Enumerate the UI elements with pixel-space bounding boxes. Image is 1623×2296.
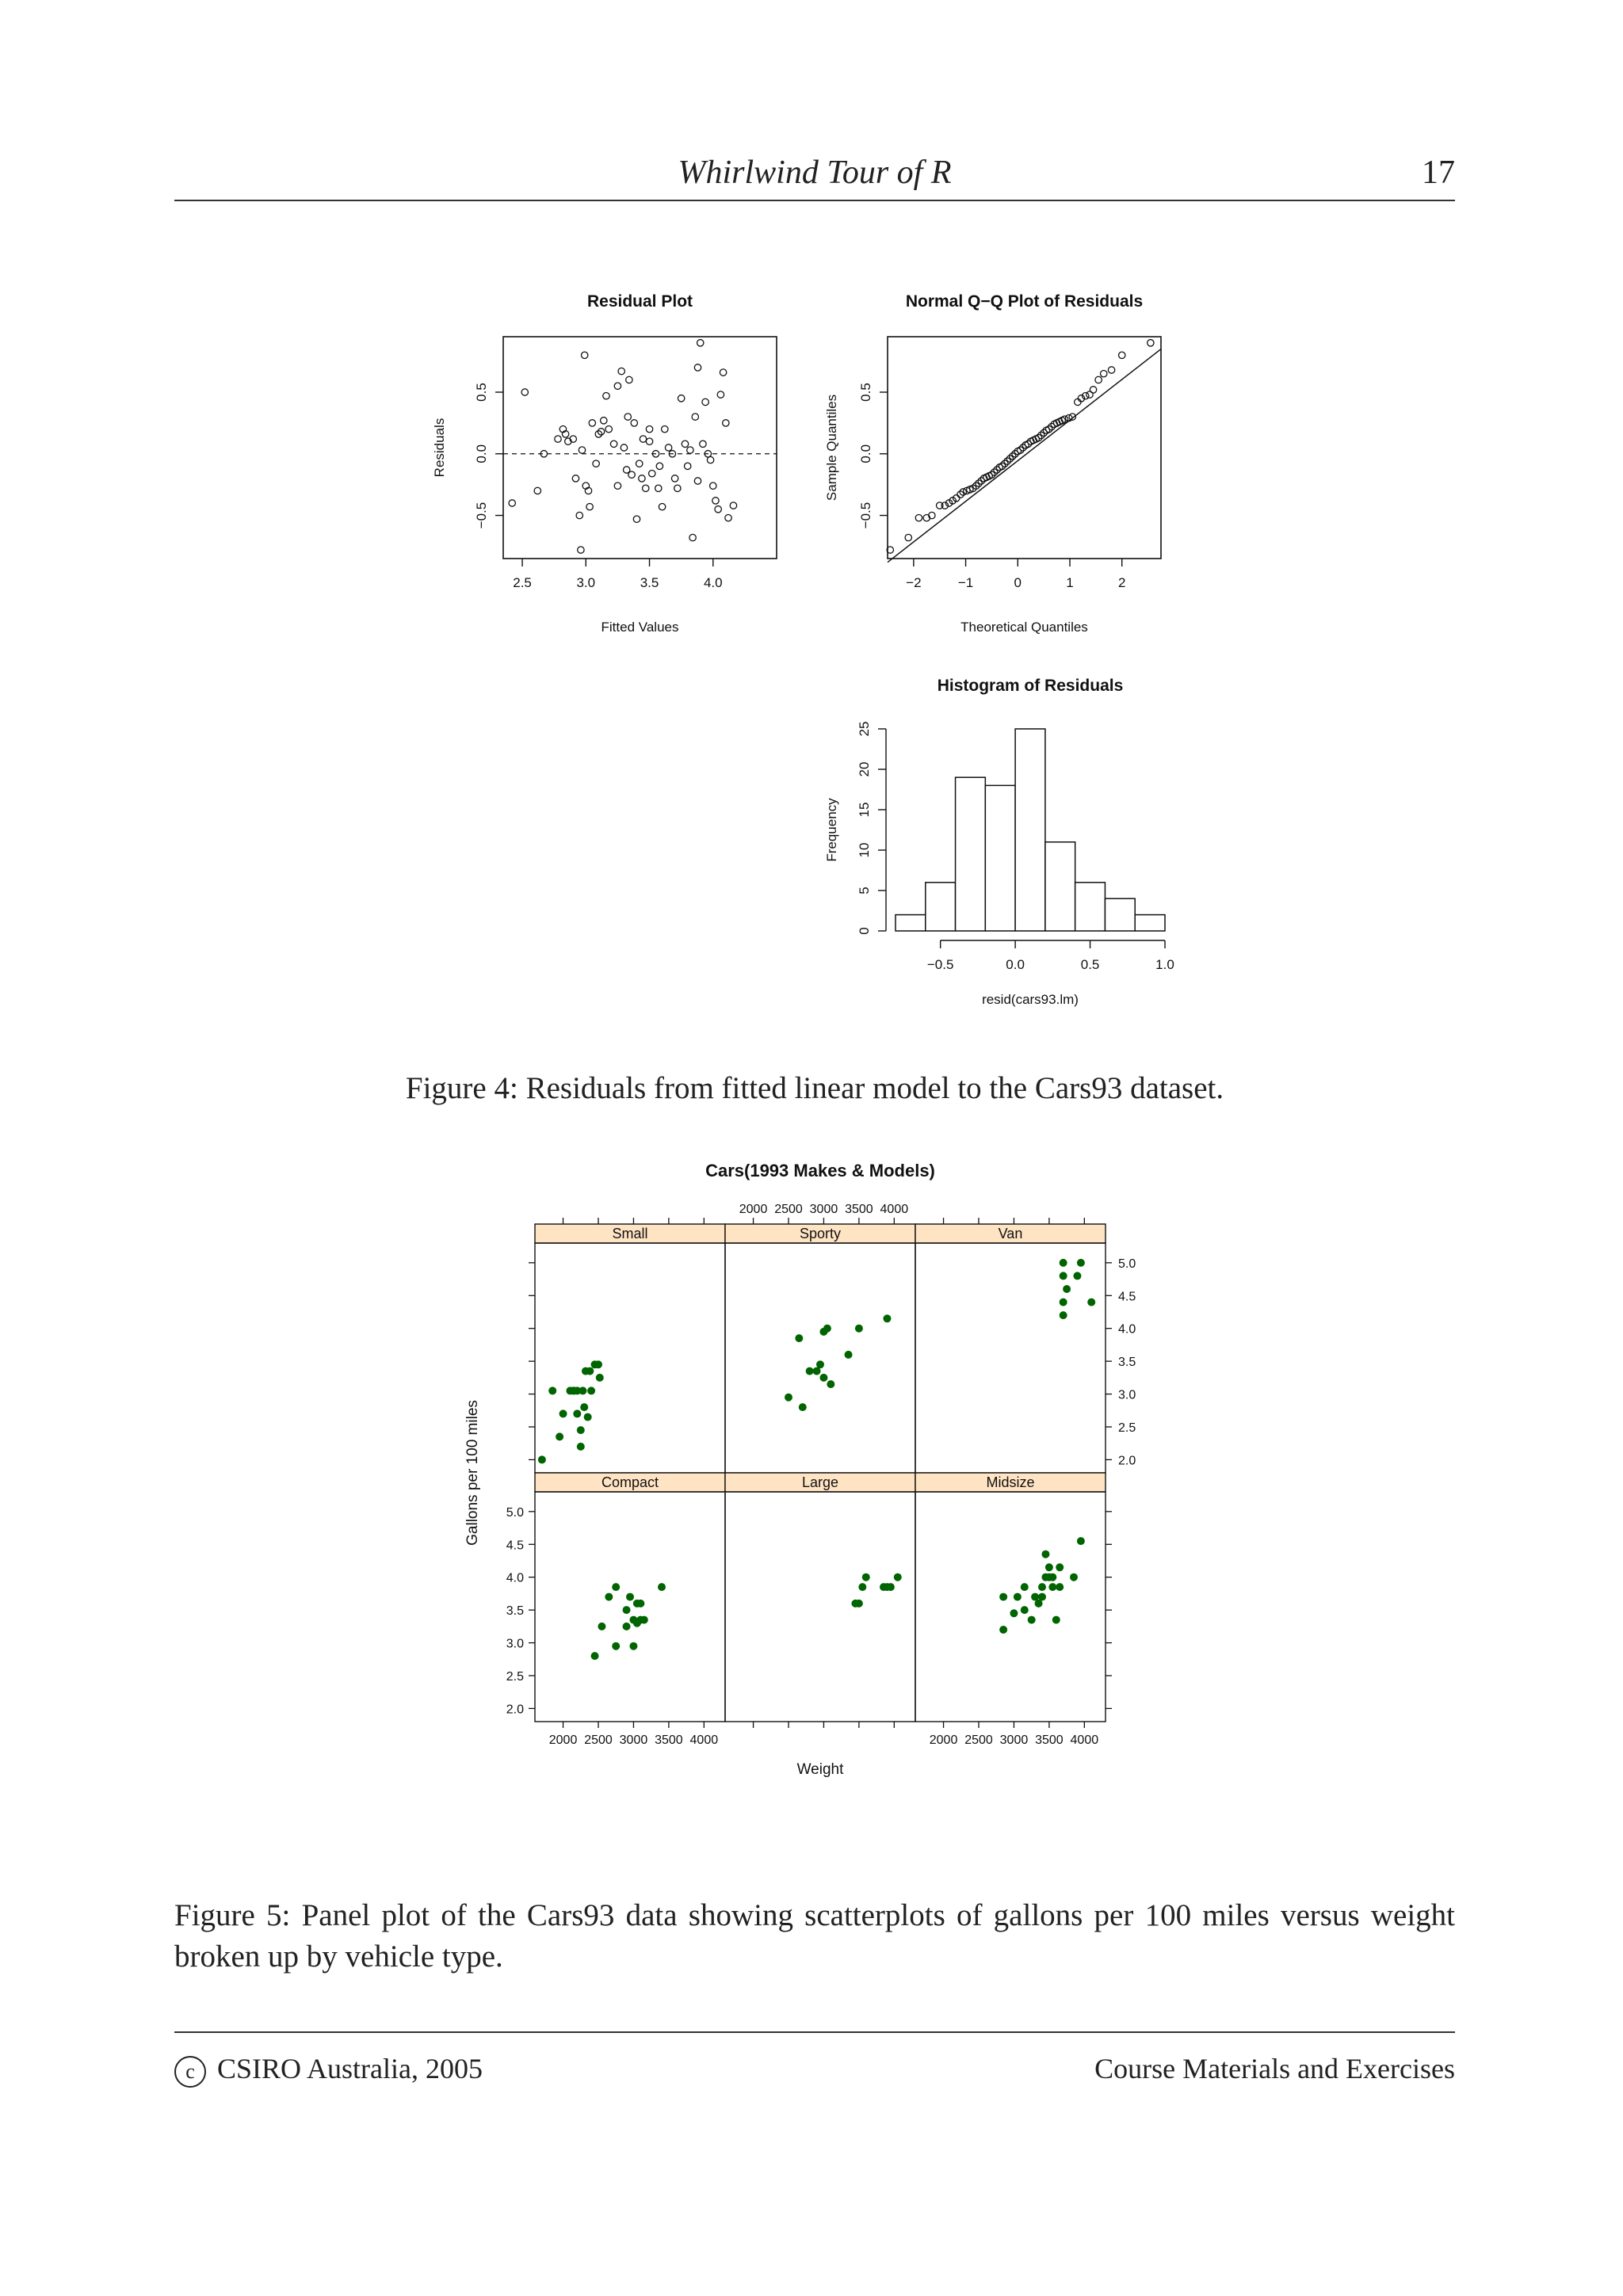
- data-point: [1048, 1583, 1056, 1591]
- data-point: [1077, 1537, 1085, 1545]
- y-tick-label: 2.5: [506, 1670, 524, 1684]
- data-point: [612, 1642, 620, 1650]
- residual-point: [603, 392, 609, 399]
- data-point: [1060, 1272, 1067, 1280]
- residual-point: [678, 395, 684, 402]
- residual-point: [717, 391, 724, 398]
- chart-title: Normal Q−Q Plot of Residuals: [905, 292, 1144, 311]
- residual-point: [665, 444, 671, 451]
- data-point: [1028, 1616, 1036, 1624]
- data-point: [1014, 1593, 1022, 1601]
- data-point: [623, 1606, 631, 1614]
- x-tick-label: 1: [1066, 575, 1074, 590]
- x-tick-label: −0.5: [926, 957, 954, 972]
- residual-point: [674, 485, 681, 491]
- data-point: [548, 1386, 556, 1394]
- chart-title: Residual Plot: [586, 292, 693, 311]
- data-point: [570, 1386, 578, 1394]
- x-tick-label: 3500: [655, 1733, 683, 1747]
- data-point: [1056, 1583, 1064, 1591]
- y-tick-label: 5: [857, 887, 872, 894]
- residual-point: [730, 502, 736, 509]
- data-point: [640, 1616, 648, 1624]
- data-point: [785, 1394, 792, 1402]
- data-point: [612, 1583, 620, 1591]
- data-point: [626, 1593, 634, 1601]
- data-point: [827, 1380, 834, 1388]
- qq-point: [1095, 376, 1102, 383]
- residual-point: [712, 498, 719, 504]
- y-tick-label: 2.5: [1118, 1421, 1136, 1435]
- residual-point: [624, 414, 631, 420]
- y-tick-label: 0.5: [474, 383, 489, 402]
- qq-point: [1090, 387, 1096, 393]
- residual-point: [614, 383, 621, 389]
- residual-point: [662, 425, 668, 432]
- running-head: [174, 151, 1455, 201]
- residual-point: [689, 534, 696, 540]
- panel-strip-label: Large: [801, 1474, 839, 1490]
- residual-point: [534, 487, 540, 494]
- y-tick-label: 3.5: [1118, 1356, 1136, 1370]
- residual-point: [720, 369, 726, 376]
- y-tick-label: −0.5: [474, 502, 489, 529]
- residual-point: [687, 447, 693, 453]
- x-tick-label: 3000: [809, 1203, 838, 1216]
- residual-point: [639, 475, 645, 482]
- y-tick-label: 4.0: [1118, 1322, 1136, 1337]
- data-point: [823, 1325, 831, 1333]
- data-point: [1056, 1563, 1064, 1571]
- data-point: [1060, 1311, 1067, 1319]
- residual-point: [649, 470, 655, 476]
- y-tick-label: 2.0: [1118, 1454, 1136, 1468]
- residual-point: [610, 441, 617, 447]
- data-point: [999, 1593, 1007, 1601]
- cars93-panel-plot: [460, 1153, 1141, 1850]
- data-point: [1063, 1285, 1071, 1293]
- x-tick-label: 0: [1014, 575, 1022, 590]
- residual-plot: [412, 281, 808, 646]
- panel-strip-label: Sporty: [799, 1226, 842, 1241]
- residual-point: [671, 475, 678, 482]
- data-point: [594, 1360, 602, 1368]
- qq-point: [915, 514, 922, 521]
- data-point: [556, 1432, 563, 1440]
- y-tick-label: 20: [857, 761, 872, 777]
- residual-point: [626, 376, 632, 383]
- panel-frame: [535, 1243, 725, 1473]
- residual-point: [655, 485, 662, 491]
- data-point: [591, 1652, 599, 1660]
- histogram-bar: [985, 785, 1015, 931]
- residual-point: [684, 463, 690, 469]
- panel-frame: [725, 1492, 915, 1722]
- qq-reference-line: [888, 349, 1161, 563]
- residual-point: [694, 478, 701, 484]
- data-point: [855, 1600, 863, 1608]
- chart-title: Cars(1993 Makes & Models): [705, 1161, 935, 1180]
- footer-right: Course Materials and Exercises: [1094, 2053, 1455, 2084]
- x-tick-label: 3000: [619, 1733, 648, 1747]
- x-axis-label: Fitted Values: [601, 620, 679, 635]
- x-tick-label: 2: [1117, 575, 1126, 590]
- y-tick-label: 4.0: [506, 1571, 524, 1585]
- residual-point: [572, 475, 579, 482]
- residual-point: [578, 547, 584, 553]
- data-point: [795, 1334, 803, 1342]
- residual-point: [694, 364, 701, 371]
- x-tick-label: 2.5: [513, 575, 532, 590]
- y-tick-label: 3.5: [506, 1604, 524, 1619]
- data-point: [633, 1619, 641, 1627]
- residual-point: [715, 506, 721, 513]
- residual-point: [614, 482, 621, 489]
- data-point: [573, 1409, 581, 1417]
- data-point: [816, 1360, 824, 1368]
- residual-point: [643, 485, 649, 491]
- panel-strip-label: Compact: [601, 1474, 659, 1490]
- histogram-bar: [896, 915, 926, 931]
- data-point: [1048, 1573, 1056, 1581]
- footer-copyright-text: CSIRO Australia, 2005: [217, 2053, 483, 2084]
- data-point: [1021, 1583, 1029, 1591]
- residual-point: [555, 436, 561, 442]
- residual-point: [593, 460, 599, 467]
- data-point: [799, 1403, 807, 1411]
- panel-strip-label: Van: [998, 1226, 1023, 1241]
- x-tick-label: 3000: [999, 1733, 1029, 1747]
- histogram-of-residuals: [804, 666, 1201, 1030]
- x-tick-label: 3.5: [640, 575, 659, 590]
- footer-left: [174, 2052, 483, 2088]
- page-footer: [174, 2031, 1455, 2084]
- residual-point: [700, 441, 706, 447]
- data-point: [1087, 1299, 1095, 1306]
- data-point: [1035, 1600, 1043, 1608]
- histogram-bar: [1045, 842, 1075, 931]
- residual-point: [581, 352, 587, 358]
- residual-point: [631, 420, 637, 426]
- y-tick-label: 0.0: [474, 444, 489, 463]
- x-tick-label: 3500: [1035, 1733, 1064, 1747]
- residual-point: [697, 340, 704, 346]
- data-point: [1038, 1583, 1046, 1591]
- x-tick-label: 4000: [689, 1733, 719, 1747]
- residual-point: [656, 463, 663, 469]
- data-point: [845, 1351, 853, 1359]
- residual-point: [521, 389, 528, 395]
- residual-point: [710, 482, 716, 489]
- panel-strip-label: Midsize: [986, 1474, 1035, 1490]
- data-point: [855, 1325, 863, 1333]
- data-point: [883, 1583, 891, 1591]
- histogram-bar: [1015, 729, 1045, 931]
- residual-point: [579, 447, 585, 453]
- y-tick-label: 4.5: [506, 1539, 524, 1553]
- qq-point: [1148, 340, 1154, 346]
- panel-strip-label: Small: [612, 1226, 648, 1241]
- residual-point: [605, 425, 612, 432]
- residual-point: [659, 503, 665, 509]
- x-tick-label: 2500: [774, 1203, 803, 1216]
- x-tick-label: 4000: [880, 1203, 909, 1216]
- y-tick-label: 5.0: [506, 1505, 524, 1520]
- data-point: [1041, 1550, 1049, 1558]
- residual-point: [586, 503, 593, 509]
- histogram-bar: [926, 883, 956, 931]
- page-number: 17: [1422, 154, 1455, 191]
- x-tick-label: 2500: [584, 1733, 613, 1747]
- x-tick-label: 2000: [739, 1203, 768, 1216]
- x-tick-label: 0.5: [1080, 957, 1100, 972]
- panel-frame: [535, 1492, 725, 1722]
- x-tick-label: 1.0: [1155, 957, 1174, 972]
- data-point: [1045, 1563, 1053, 1571]
- figure-4-caption: Figure 4: Residuals from fitted linear model to the Cars93 dataset.: [405, 1071, 1224, 1105]
- x-axis-label: Weight: [796, 1761, 844, 1778]
- residual-point: [692, 414, 698, 420]
- x-tick-label: 3.0: [576, 575, 596, 590]
- x-tick-label: 4000: [1070, 1733, 1099, 1747]
- qq-point: [1108, 367, 1114, 373]
- residual-point: [636, 460, 642, 467]
- histogram-bar: [1075, 883, 1106, 931]
- data-point: [1077, 1259, 1085, 1267]
- data-point: [598, 1623, 605, 1630]
- chart-title: Histogram of Residuals: [937, 677, 1124, 695]
- x-tick-label: 2000: [929, 1733, 958, 1747]
- y-tick-label: −0.5: [858, 502, 873, 529]
- data-point: [577, 1443, 585, 1451]
- x-tick-label: −2: [906, 575, 922, 590]
- residual-point: [628, 471, 635, 478]
- data-point: [587, 1386, 595, 1394]
- data-point: [580, 1403, 588, 1411]
- running-title: Whirlwind Tour of R: [678, 154, 952, 191]
- plot-frame: [888, 337, 1161, 559]
- y-tick-label: 3.0: [1118, 1388, 1136, 1402]
- residual-point: [589, 420, 595, 426]
- y-tick-label: 0.0: [858, 444, 873, 463]
- data-point: [858, 1583, 866, 1591]
- residual-point: [702, 399, 708, 405]
- qq-point: [1119, 352, 1125, 358]
- x-tick-label: 0.0: [1006, 957, 1025, 972]
- data-point: [1060, 1259, 1067, 1267]
- data-point: [1010, 1609, 1018, 1617]
- data-point: [577, 1426, 585, 1434]
- x-tick-label: 2500: [964, 1733, 993, 1747]
- residual-point: [601, 418, 607, 424]
- data-point: [819, 1374, 827, 1382]
- qq-point: [1101, 370, 1107, 376]
- data-point: [579, 1386, 586, 1394]
- y-tick-label: 25: [857, 721, 872, 737]
- copyright-icon: c: [174, 2056, 206, 2088]
- residual-point: [640, 436, 646, 442]
- y-tick-label: 0.5: [858, 383, 873, 402]
- data-point: [584, 1413, 592, 1421]
- x-axis-label: resid(cars93.lm): [982, 992, 1079, 1007]
- panel-frame: [915, 1492, 1106, 1722]
- residual-point: [633, 516, 640, 522]
- qq-plot: [804, 281, 1201, 646]
- x-tick-label: 4.0: [703, 575, 723, 590]
- y-axis-label: Residuals: [432, 418, 447, 478]
- data-point: [1021, 1606, 1029, 1614]
- data-point: [1052, 1616, 1060, 1624]
- data-point: [806, 1367, 814, 1375]
- panel-frame: [725, 1243, 915, 1473]
- residual-point: [707, 456, 713, 463]
- data-point: [1073, 1272, 1081, 1280]
- data-point: [636, 1600, 644, 1608]
- data-point: [559, 1409, 567, 1417]
- y-axis-label: Frequency: [824, 798, 839, 862]
- residual-point: [621, 444, 627, 451]
- data-point: [596, 1374, 604, 1382]
- residual-point: [723, 420, 729, 426]
- plot-frame: [503, 337, 777, 559]
- data-point: [1060, 1299, 1067, 1306]
- residual-point: [618, 368, 624, 374]
- data-point: [605, 1593, 613, 1601]
- residual-point: [576, 512, 582, 518]
- x-axis-label: Theoretical Quantiles: [960, 620, 1088, 635]
- residual-point: [646, 425, 652, 432]
- y-tick-label: 15: [857, 802, 872, 818]
- qq-point: [1075, 399, 1081, 405]
- qq-point: [905, 534, 911, 540]
- residual-point: [725, 514, 731, 521]
- data-point: [658, 1583, 666, 1591]
- y-tick-label: 0: [857, 927, 872, 935]
- data-point: [1070, 1573, 1078, 1581]
- data-point: [999, 1626, 1007, 1634]
- x-tick-label: 2000: [548, 1733, 578, 1747]
- data-point: [538, 1455, 546, 1463]
- histogram-bar: [1135, 915, 1165, 931]
- x-tick-label: 3500: [845, 1203, 873, 1216]
- data-point: [629, 1642, 637, 1650]
- y-tick-label: 3.0: [506, 1637, 524, 1651]
- data-point: [862, 1573, 870, 1581]
- data-point: [586, 1367, 594, 1375]
- residual-point: [646, 438, 652, 444]
- y-axis-label: Sample Quantiles: [824, 394, 839, 502]
- histogram-bar: [956, 777, 986, 931]
- residual-point: [509, 500, 515, 506]
- y-tick-label: 2.0: [506, 1703, 524, 1717]
- histogram-bar: [1105, 898, 1135, 931]
- residual-point: [682, 441, 688, 447]
- y-tick-label: 4.5: [1118, 1290, 1136, 1304]
- y-tick-label: 5.0: [1118, 1257, 1136, 1271]
- y-axis-label: Gallons per 100 miles: [464, 1400, 481, 1546]
- data-point: [894, 1573, 902, 1581]
- data-point: [883, 1314, 891, 1322]
- y-tick-label: 10: [857, 842, 872, 858]
- data-point: [623, 1623, 631, 1630]
- x-tick-label: −1: [957, 575, 974, 590]
- figure-5-caption: Figure 5: Panel plot of the Cars93 data showing scatterplots of gallons per 100 miles versus weight broken up by vehicle type.: [174, 1898, 1455, 1974]
